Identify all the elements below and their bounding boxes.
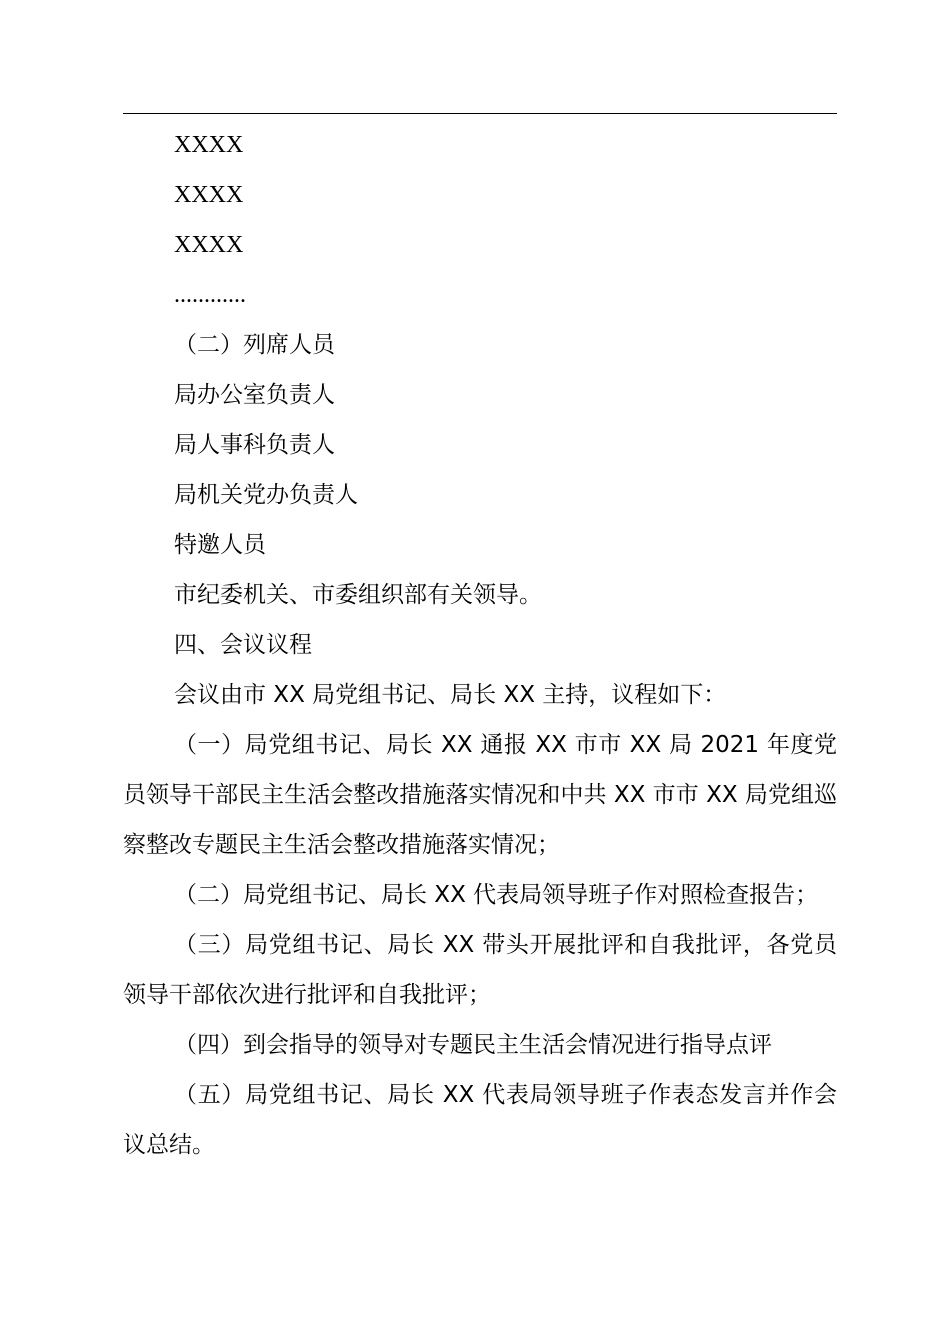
agenda-item-3: （三）局党组书记、局长 XX 带头开展批评和自我批评，各党员领导干部依次进行批评和自我批评； [123,932,837,1008]
section-heading-agenda: 四、会议议程 [174,632,312,658]
agenda-item-4: （四）到会指导的领导对专题民主生活会情况进行指导点评 [174,1032,772,1058]
ellipsis-line: ............ [174,282,246,308]
attendee-line: XXXX [174,182,244,208]
observer-line: 局机关党办负责人 [174,482,358,508]
observer-line: 局办公室负责人 [174,382,335,408]
agenda-item-1: （一）局党组书记、局长 XX 通报 XX 市市 XX 局 2021 年度党员领导干部民主生活会整改措施落实情况和中共 XX 市市 XX 局党组巡察整改专题民主生活会整改措施落实情况； [123,732,837,858]
subheading-invited: 特邀人员 [174,532,266,558]
invited-line: 市纪委机关、市委组织部有关领导。 [174,582,542,608]
agenda-item-5: （五）局党组书记、局长 XX 代表局领导班子作表态发言并作会议总结。 [123,1082,837,1158]
observer-line: 局人事科负责人 [174,432,335,458]
attendee-line: XXXX [174,132,244,158]
attendee-line: XXXX [174,232,244,258]
agenda-item-2: （二）局党组书记、局长 XX 代表局领导班子作对照检查报告； [174,882,819,908]
agenda-intro: 会议由市 XX 局党组书记、局长 XX 主持，议程如下： [174,682,727,708]
section-heading-observers: （二）列席人员 [174,332,335,358]
header-rule [123,113,837,114]
document-body [123,120,837,1170]
